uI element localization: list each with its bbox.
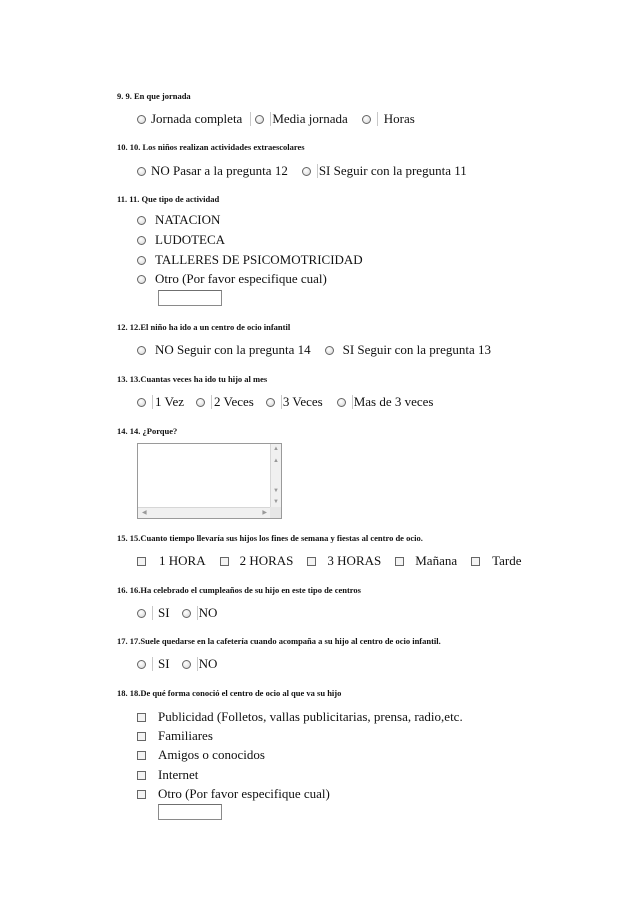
radio-icon[interactable] — [266, 398, 275, 407]
checkbox-icon[interactable] — [137, 771, 146, 780]
divider — [211, 395, 212, 409]
question-10-title: 10. 10. Los niños realizan actividades extraescolares — [117, 142, 305, 152]
option-jornada-completa[interactable]: Jornada completa — [137, 111, 242, 127]
radio-icon[interactable] — [302, 167, 311, 176]
divider — [281, 395, 282, 409]
radio-icon[interactable] — [325, 346, 334, 355]
checkbox-icon[interactable] — [137, 751, 146, 760]
scroll-right-icon[interactable]: ▶ — [262, 510, 267, 516]
question-15-options — [137, 553, 522, 569]
scroll-up-icon[interactable]: ▲ — [273, 446, 279, 452]
vertical-scrollbar[interactable] — [270, 444, 281, 508]
option-3-veces[interactable]: 3 Veces — [266, 394, 323, 410]
horizontal-scrollbar[interactable] — [138, 507, 271, 518]
checkbox-icon[interactable] — [307, 557, 316, 566]
option-talleres[interactable]: TALLERES DE PSICOMOTRICIDAD — [137, 252, 363, 268]
checkbox-icon[interactable] — [395, 557, 404, 566]
option-no[interactable]: NO — [182, 605, 218, 621]
option-si[interactable]: SI — [137, 656, 170, 672]
question-10-options — [137, 163, 467, 179]
porque-textarea[interactable] — [137, 443, 282, 519]
option-ludoteca[interactable]: LUDOTECA — [137, 232, 225, 248]
radio-icon[interactable] — [182, 609, 191, 618]
question-17-title: 17. 17.Suele quedarse en la cafetería cuando acompaña a su hijo al centro de ocio infantil. — [117, 636, 441, 646]
radio-icon[interactable] — [137, 660, 146, 669]
option-no[interactable]: NO — [182, 656, 218, 672]
option-3-horas[interactable]: 3 HORAS — [307, 553, 381, 569]
option-tarde[interactable]: Tarde — [471, 553, 521, 569]
radio-icon[interactable] — [137, 609, 146, 618]
question-16-options — [137, 605, 217, 621]
radio-icon[interactable] — [182, 660, 191, 669]
radio-icon[interactable] — [137, 275, 146, 284]
question-12-options — [137, 342, 491, 358]
question-17-options — [137, 656, 217, 672]
radio-icon[interactable] — [196, 398, 205, 407]
scrollbar-corner — [270, 507, 281, 518]
radio-icon[interactable] — [137, 256, 146, 265]
checkbox-icon[interactable] — [137, 790, 146, 799]
option-no-seguir-14[interactable]: NO Seguir con la pregunta 14 — [137, 342, 311, 358]
option-publicidad[interactable]: Publicidad (Folletos, vallas publicitarias, prensa, radio,etc. — [137, 709, 463, 725]
option-si[interactable]: SI — [137, 605, 170, 621]
option-1-hora[interactable]: 1 HORA — [137, 553, 206, 569]
option-si-seguir-11[interactable]: SI Seguir con la pregunta 11 — [302, 163, 467, 179]
option-2-horas[interactable]: 2 HORAS — [220, 553, 294, 569]
divider — [270, 112, 271, 126]
divider — [152, 657, 153, 671]
option-media-jornada[interactable]: Media jornada — [251, 111, 347, 127]
checkbox-icon[interactable] — [137, 732, 146, 741]
radio-icon[interactable] — [137, 167, 146, 176]
question-18-title: 18. 18.De qué forma conoció el centro de ocio al que va su hijo — [117, 688, 342, 698]
question-13-options — [137, 394, 433, 410]
question-9-options — [137, 111, 415, 127]
radio-icon[interactable] — [337, 398, 346, 407]
divider — [152, 395, 153, 409]
porque-answer — [138, 444, 281, 448]
checkbox-icon[interactable] — [137, 713, 146, 722]
checkbox-icon[interactable] — [220, 557, 229, 566]
option-familiares[interactable]: Familiares — [137, 728, 213, 744]
question-9-title: 9. 9. En que jornada — [117, 91, 191, 101]
option-2-veces[interactable]: 2 Veces — [196, 394, 254, 410]
option-no-pasar-12[interactable]: NO Pasar a la pregunta 12 — [137, 163, 288, 179]
divider — [317, 164, 318, 178]
option-internet[interactable]: Internet — [137, 767, 198, 783]
question-11-title: 11. 11. Que tipo de actividad — [117, 194, 220, 204]
divider — [352, 395, 353, 409]
radio-icon[interactable] — [137, 236, 146, 245]
radio-icon[interactable] — [137, 398, 146, 407]
question-14-title: 14. 14. ¿Porque? — [117, 426, 178, 436]
checkbox-icon[interactable] — [137, 557, 146, 566]
other-source-input[interactable] — [158, 804, 222, 820]
divider — [197, 606, 198, 620]
divider — [152, 606, 153, 620]
radio-icon[interactable] — [137, 115, 146, 124]
scroll-up-icon[interactable]: ▲ — [273, 458, 279, 464]
divider — [197, 657, 198, 671]
radio-icon[interactable] — [255, 115, 264, 124]
question-12-title: 12. 12.El niño ha ido a un centro de ocio infantil — [117, 322, 291, 332]
radio-icon[interactable] — [362, 115, 371, 124]
option-1-vez[interactable]: 1 Vez — [137, 394, 184, 410]
other-activity-input[interactable] — [158, 290, 222, 306]
option-natacion[interactable]: NATACION — [137, 212, 220, 228]
divider — [377, 112, 378, 126]
option-otro[interactable]: Otro (Por favor especifique cual) — [137, 271, 327, 287]
question-15-title: 15. 15.Cuanto tiempo llevaría sus hijos los fines de semana y fiestas al centro de ocio. — [117, 533, 423, 543]
option-mas-de-3-veces[interactable]: Mas de 3 veces — [337, 394, 434, 410]
option-horas[interactable]: Horas — [362, 111, 415, 127]
scroll-left-icon[interactable]: ◀ — [142, 510, 147, 516]
scroll-down-icon[interactable]: ▼ — [273, 499, 279, 505]
question-16-title: 16. 16.Ha celebrado el cumpleaños de su hijo en este tipo de centros — [117, 585, 361, 595]
option-amigos[interactable]: Amigos o conocidos — [137, 747, 265, 763]
checkbox-icon[interactable] — [471, 557, 480, 566]
option-manana[interactable]: Mañana — [395, 553, 457, 569]
question-13-title: 13. 13.Cuantas veces ha ido tu hijo al mes — [117, 374, 268, 384]
option-si-seguir-13[interactable]: SI Seguir con la pregunta 13 — [325, 342, 491, 358]
scroll-down-icon[interactable]: ▼ — [273, 488, 279, 494]
radio-icon[interactable] — [137, 216, 146, 225]
option-otro[interactable]: Otro (Por favor especifique cual) — [137, 786, 330, 802]
radio-icon[interactable] — [137, 346, 146, 355]
